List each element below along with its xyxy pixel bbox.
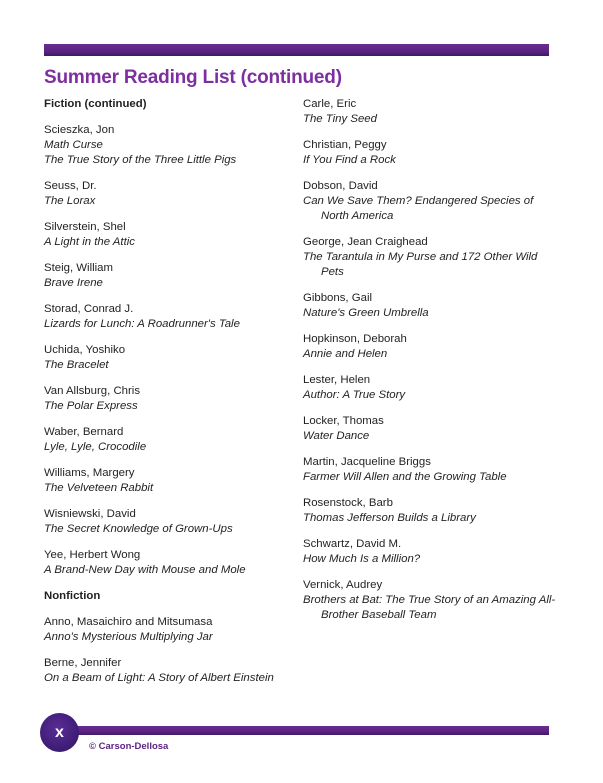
author-name: Seuss, Dr. [44,180,97,192]
nonfiction-list [44,615,296,686]
book-title: How Much Is a Million? [303,553,421,565]
author-name: Christian, Peggy [303,139,387,151]
author-name: Williams, Margery [44,467,135,479]
book-title: The Tiny Seed [303,113,377,125]
book-title: The Bracelet [44,359,109,371]
list-item [44,656,296,686]
book-title: Author: A True Story [303,389,406,401]
list-item [44,466,296,496]
author-name: Martin, Jacqueline Briggs [303,456,431,468]
list-item [303,179,561,224]
right-column [303,97,561,634]
copyright-text: © Carson-Dellosa [89,741,169,752]
author-name: Hopkinson, Deborah [303,333,407,345]
book-title: A Light in the Attic [44,236,135,248]
author-name: Anno, Masaichiro and Mitsumasa [44,616,213,628]
book-title: Anno's Mysterious Multiplying Jar [44,631,213,643]
left-column [44,97,296,697]
list-item [303,97,561,127]
book-title: The Velveteen Rabbit [44,482,154,494]
book-title: Can We Save Them? Endangered Species of North America [303,195,534,222]
author-name: Van Allsburg, Chris [44,385,141,397]
author-name: Scieszka, Jon [44,124,115,136]
page-title: Summer Reading List (continued) [44,67,342,88]
list-item [44,261,296,291]
author-name: Rosenstock, Barb [303,497,393,509]
author-name: Dobson, David [303,180,378,192]
list-item [44,507,296,537]
list-item [303,332,561,362]
list-item [44,123,296,168]
list-item [303,496,561,526]
author-name: Lester, Helen [303,374,371,386]
right-list [303,97,561,623]
book-title: Lyle, Lyle, Crocodile [44,441,147,453]
author-name: Uchida, Yoshiko [44,344,126,356]
book-title: Brothers at Bat: The True Story of an Amazing All-Brother Baseball Team [303,594,556,621]
author-name: Berne, Jennifer [44,657,122,669]
author-name: Waber, Bernard [44,426,124,438]
book-title: The Tarantula in My Purse and 172 Other Wild Pets [303,251,538,278]
list-item [303,414,561,444]
list-item [303,537,561,567]
book-title: If You Find a Rock [303,154,396,166]
book-title: On a Beam of Light: A Story of Albert Einstein [44,672,274,684]
author-name: Vernick, Audrey [303,579,383,591]
author-name: Yee, Herbert Wong [44,549,141,561]
list-item [44,425,296,455]
list-item [44,179,296,209]
book-title: Brave Irene [44,277,103,289]
author-name: Silverstein, Shel [44,221,126,233]
book-title: Math Curse [44,139,103,151]
book-title: Lizards for Lunch: A Roadrunner's Tale [44,318,240,330]
fiction-heading: Fiction (continued) [44,98,147,110]
list-item [44,384,296,414]
bottom-rule [44,726,549,735]
book-title: Water Dance [303,430,370,442]
book-title: Nature's Green Umbrella [303,307,429,319]
list-item [44,548,296,578]
list-item [44,302,296,332]
list-item [44,615,296,645]
fiction-list [44,123,296,578]
author-name: Gibbons, Gail [303,292,373,304]
book-title: Farmer Will Allen and the Growing Table [303,471,507,483]
top-rule [44,44,549,56]
book-title: A Brand-New Day with Mouse and Mole [44,564,246,576]
list-item [303,373,561,403]
list-item [303,235,561,280]
author-name: Schwartz, David M. [303,538,402,550]
author-name: George, Jean Craighead [303,236,428,248]
author-name: Storad, Conrad J. [44,303,134,315]
author-name: Wisniewski, David [44,508,136,520]
author-name: Carle, Eric [303,98,357,110]
list-item [303,291,561,321]
list-item [303,455,561,485]
book-title: The Secret Knowledge of Grown-Ups [44,523,233,535]
page-number-badge: x [40,713,79,752]
author-name: Steig, William [44,262,113,274]
author-name: Locker, Thomas [303,415,384,427]
list-item [44,343,296,373]
list-item [44,220,296,250]
book-title: The Lorax [44,195,96,207]
list-item [303,138,561,168]
list-item [303,578,561,623]
book-title: Thomas Jefferson Builds a Library [303,512,476,524]
nonfiction-heading: Nonfiction [44,590,101,602]
book-title: The True Story of the Three Little Pigs [44,154,237,166]
book-title: Annie and Helen [303,348,388,360]
book-title: The Polar Express [44,400,138,412]
